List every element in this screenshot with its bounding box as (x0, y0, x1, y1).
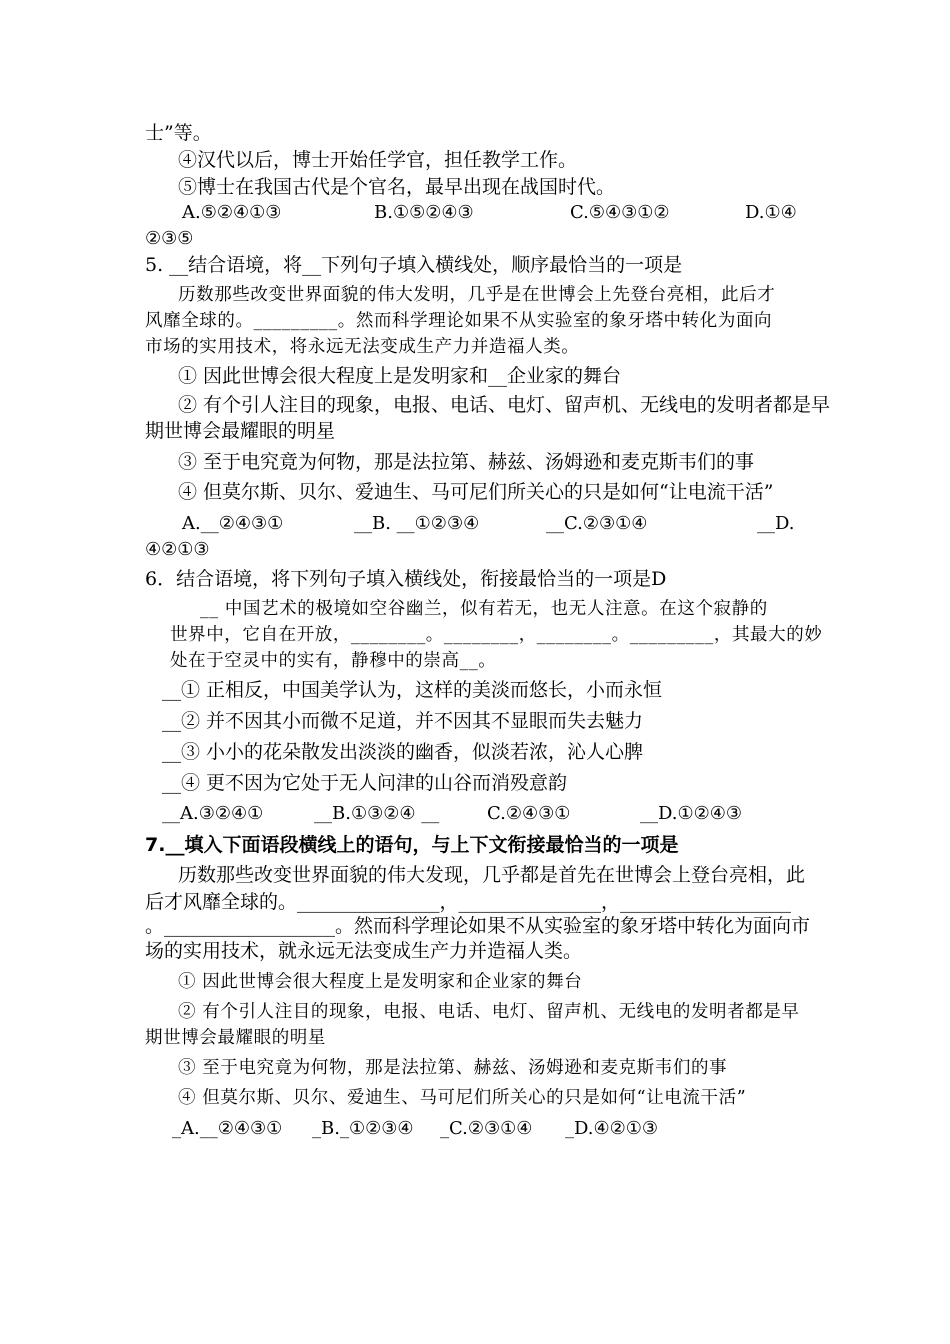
option-b: _B._①②③④ (312, 1118, 414, 1139)
option-b: __B. __①②③④ (354, 513, 480, 534)
text-line: 场的实用技术，就永远无法变成生产力并造福人类。 (145, 940, 583, 962)
text-line: ② 有个引人注目的现象，电报、电话、电灯、留声机、无线电的发明者都是早 (178, 394, 831, 416)
text-line: 处在于空灵中的实有，静穆中的崇高__。 (170, 651, 497, 671)
text-line: ④汉代以后，博士开始任学官，担任教学工作。 (178, 149, 578, 171)
text-line: ④②①③ (145, 539, 210, 560)
text-line: 风靡全球的。_________。然而科学理论如果不从实验室的象牙塔中转化为面向 (145, 311, 773, 331)
question-heading: 5. __结合语境，将__下列句子填入横线处，顺序最恰当的一项是 (145, 254, 683, 276)
option-a: A.⑤②④①③ (182, 202, 282, 223)
text-line: ② 有个引人注目的现象，电报、电话、电灯、留声机、无线电的发明者都是早 (178, 1002, 800, 1022)
text-line: 士”等。 (145, 122, 212, 144)
text-line: 期世博会最耀眼的明星 (145, 420, 336, 442)
option-d: _D.④②①③ (565, 1118, 659, 1139)
text-line: 期世博会最耀眼的明星 (145, 1028, 326, 1048)
option-b: B.①⑤②④③ (374, 202, 474, 223)
text-line: ③ 至于电究竟为何物，那是法拉第、赫兹、汤姆逊和麦克斯韦们的事 (178, 1058, 728, 1078)
text-line: ③ 至于电究竟为何物，那是法拉第、赫兹、汤姆逊和麦克斯韦们的事 (178, 451, 755, 473)
option-c: __C.②③①④ (546, 513, 648, 534)
option-d: D.①④ (745, 202, 797, 223)
text-line: ⑤博士在我国古代是个官名，最早出现在战国时代。 (178, 176, 616, 198)
text-line: 市场的实用技术，将永远无法变成生产力并造福人类。 (145, 337, 580, 357)
text-line: 历数那些改变世界面貌的伟大发现，几乎都是首先在世博会上登台亮相，此 (178, 864, 806, 886)
text-line: ②③⑤ (145, 228, 194, 249)
question-heading: 7.__填入下面语段横线上的语句，与上下文衔接最恰当的一项是 (145, 834, 679, 856)
text-line: ① 因此世博会很大程度上是发明家和企业家的舞台 (178, 972, 583, 992)
text-line: __④ 更不因为它处于无人问津的山谷而消殁意韵 (162, 772, 568, 794)
text-line: ① 因此世博会很大程度上是发明家和__企业家的舞台 (178, 365, 622, 387)
option-d: __D.①②④③ (640, 803, 743, 824)
text-line: __③ 小小的花朵散发出淡淡的幽香，似淡若浓，沁人心脾 (162, 741, 644, 763)
option-c: C.⑤④③①② (570, 202, 670, 223)
text-line: 世界中，它自在开放，________。________，________。_________，其最大的妙 (170, 625, 823, 645)
option-a: __A.③②④① (162, 803, 264, 824)
text-line: __② 并不因其小而微不足道，并不因其不显眼而失去魅力 (162, 710, 644, 732)
question-heading: 6．结合语境，将下列句子填入横线处，衔接最恰当的一项是D (145, 568, 667, 590)
text-line: 。__________________。然而科学理论如果不从实验室的象牙塔中转化为面向市 (145, 915, 811, 937)
option-d: __D. (757, 513, 795, 534)
text-line: 后才风靡全球的。_______________，_______________，__________________ (145, 891, 792, 913)
text-line: 历数那些改变世界面貌的伟大发明，几乎是在世博会上先登台亮相，此后才 (178, 285, 776, 305)
text-line: ④ 但莫尔斯、贝尔、爱迪生、马可尼们所关心的只是如何“让电流干活” (178, 481, 774, 503)
option-c: _C.②③①④ (440, 1118, 533, 1139)
option-a: _A.__②④③① (172, 1118, 283, 1139)
option-b: __B.①③②④ __ (314, 803, 440, 824)
option-a: A.__②④③① (182, 513, 284, 534)
text-line: __ 中国艺术的极境如空谷幽兰，似有若无，也无人注意。在这个寂静的 (200, 599, 768, 619)
text-line: ④ 但莫尔斯、贝尔、爱迪生、马可尼们所关心的只是如何“让电流干活” (178, 1088, 747, 1108)
text-line: __① 正相反，中国美学认为，这样的美淡而悠长，小而永恒 (162, 679, 663, 701)
option-c: C.②④③① (487, 803, 571, 824)
